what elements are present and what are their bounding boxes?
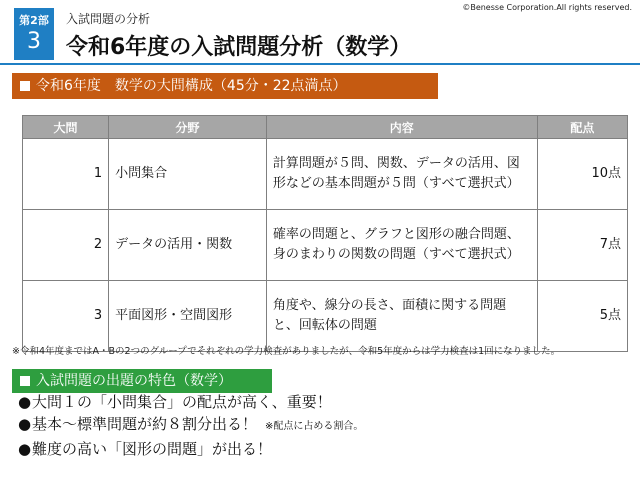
composition-heading-text: 令和6年度 数学の大問構成（45分・22点満点） — [36, 78, 347, 94]
page-title: 令和6年度の入試問題分析（数学） — [66, 35, 412, 60]
feature-list — [18, 391, 363, 460]
column-header-num: 大問 — [23, 116, 109, 139]
row-desc: 計算問題が５問、関数、データの活用、図形などの基本問題が５問（すべて選択式） — [266, 139, 537, 210]
table-header-row — [23, 116, 628, 139]
row-points: 5点 — [537, 281, 627, 352]
square-bullet-icon — [20, 376, 30, 386]
feature-note: ※配点に占める割合。 — [265, 421, 364, 432]
feature-text: 大問１の「小問集合」の配点が高く、重要！ — [32, 393, 332, 411]
bullet-dot-icon: ● — [18, 415, 32, 433]
bullet-dot-icon: ● — [18, 440, 32, 458]
feature-text: 難度の高い「図形の問題」が出る！ — [32, 440, 273, 458]
table-row — [23, 281, 628, 352]
square-bullet-icon — [20, 81, 30, 91]
row-num: 1 — [23, 139, 109, 210]
composition-table — [22, 115, 628, 352]
row-points: 10点 — [537, 139, 627, 210]
section-label: 入試問題の分析 — [66, 12, 151, 26]
row-field: データの活用・関数 — [109, 210, 267, 281]
part-number: 3 — [27, 29, 41, 54]
column-header-desc: 内容 — [266, 116, 537, 139]
row-desc: 角度や、線分の長さ、面積に関する問題と、回転体の問題 — [266, 281, 537, 352]
copyright: ©Benesse Corporation.All rights reserved. — [462, 3, 632, 12]
row-desc: 確率の問題と、グラフと図形の融合問題、身のまわりの関数の問題（すべて選択式） — [266, 210, 537, 281]
list-item — [18, 413, 363, 438]
bullet-dot-icon: ● — [18, 393, 32, 411]
column-header-field: 分野 — [109, 116, 267, 139]
part-badge — [14, 8, 54, 60]
table-row — [23, 139, 628, 210]
title-divider — [0, 63, 640, 65]
row-num: 3 — [23, 281, 109, 352]
row-num: 2 — [23, 210, 109, 281]
list-item — [18, 438, 363, 460]
row-field: 平面図形・空間図形 — [109, 281, 267, 352]
row-points: 7点 — [537, 210, 627, 281]
row-field: 小問集合 — [109, 139, 267, 210]
table-row — [23, 210, 628, 281]
list-item — [18, 391, 363, 413]
part-label: 第2部 — [19, 14, 49, 27]
footnote: ※令和4年度まではA・Bの2つのグループでそれぞれの学力検査がありましたが、令和5年度からは学力検査は1回になりました。 — [12, 346, 561, 357]
feature-text: 基本～標準問題が約８割分出る！ — [32, 415, 258, 433]
composition-heading — [12, 73, 438, 99]
features-heading — [12, 369, 272, 393]
features-heading-text: 入試問題の出題の特色（数学） — [36, 373, 232, 389]
column-header-points: 配点 — [537, 116, 627, 139]
